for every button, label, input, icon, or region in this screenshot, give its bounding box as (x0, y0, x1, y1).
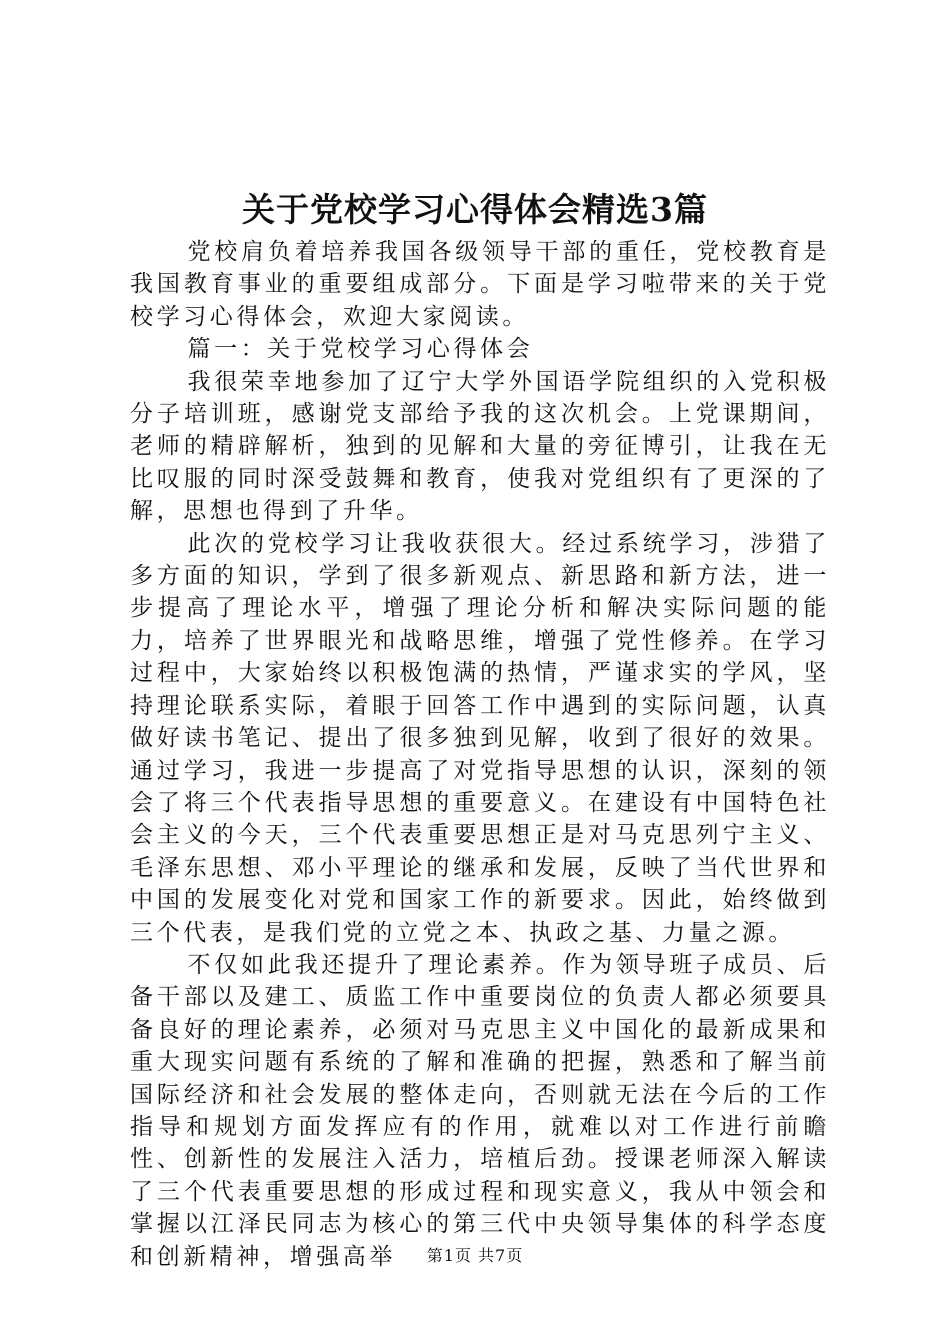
page-number-footer: 第1页 共7页 (426, 1246, 524, 1265)
body-paragraph: 我很荣幸地参加了辽宁大学外国语学院组织的入党积极分子培训班，感谢党支部给予我的这次机会。上党课期间，老师的精辟解析，独到的见解和大量的旁征博引，让我在无比叹服的同时深受鼓舞和教育，使我对党组织有了更深的了解，思想也得到了升华。 (130, 368, 830, 525)
intro-paragraph: 党校肩负着培养我国各级领导干部的重任，党校教育是我国教育事业的重要组成部分。下面是学习啦带来的关于党校学习心得体会，欢迎大家阅读。 (130, 239, 830, 330)
body-paragraph: 此次的党校学习让我收获很大。经过系统学习，涉猎了多方面的知识，学到了很多新观点、新思路和新方法，进一步提高了理论水平，增强了理论分析和解决实际问题的能力，培养了世界眼光和战略思维，增强了党性修养。在学习过程中，大家始终以积极饱满的热情，严谨求实的学风，坚持理论联系实际，着眼于回答工作中遇到的实际问题，认真做好读书笔记、提出了很多独到见解，收到了很好的效果。通过学习，我进一步提高了对党指导思想的认识，深刻的领会了将三个代表指导思想的重要意义。在建设有中国特色社会主义的今天，三个代表重要思想正是对马克思列宁主义、毛泽东思想、邓小平理论的继承和发展，反映了当代世界和中国的发展变化对党和国家工作的新要求。因此，始终做到三个代表，是我们党的立党之本、执政之基、力量之源。 (130, 530, 830, 946)
document-title: 关于党校学习心得体会精选3篇 (242, 190, 708, 229)
body-paragraph: 不仅如此我还提升了理论素养。作为领导班子成员、后备干部以及建工、质监工作中重要岗位的负责人都必须要具备良好的理论素养，必须对马克思主义中国化的最新成果和重大现实问题有系统的了解和准确的把握，熟悉和了解当前国际经济和社会发展的整体走向，否则就无法在今后的工作指导和规划方面发挥应有的作用，就难以对工作进行前瞻性、创新性的发展注入活力，培植后劲。授课老师深入解读了三个代表重要思想的形成过程和现实意义，我从中领会和掌握以江泽民同志为核心的第三代中央领导集体的科学态度和创新精神，增强高举 (130, 951, 830, 1270)
document-body (130, 236, 830, 1273)
section-heading: 篇一：关于党校学习心得体会 (187, 336, 534, 363)
